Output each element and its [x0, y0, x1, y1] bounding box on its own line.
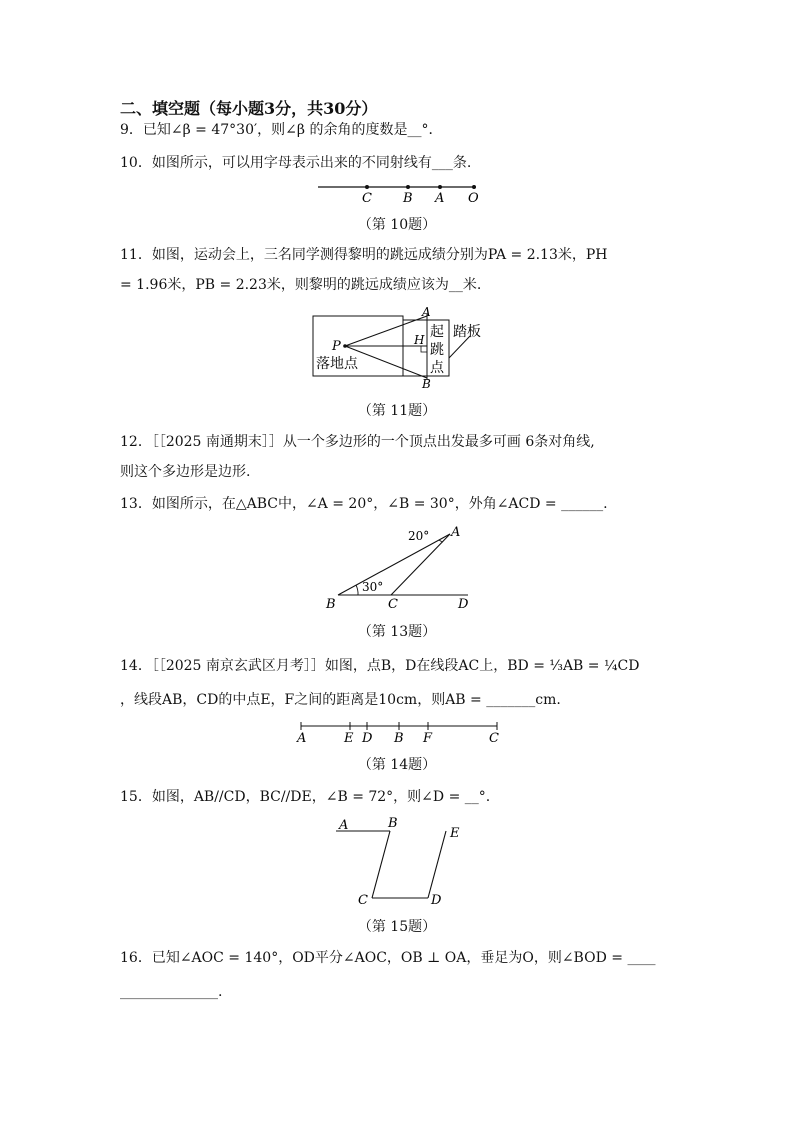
- figure-14-caption: （第 14题）: [357, 757, 437, 773]
- fig11-label-landing-point: 落地点: [316, 356, 358, 372]
- fig10-label-o: O: [468, 191, 479, 206]
- question-16-line-2: ______________.: [120, 984, 223, 1000]
- fig11-label-p: P: [332, 339, 341, 354]
- fig15-label-d: D: [431, 893, 442, 908]
- question-15: 15．如图，AB//CD，BC//DE，∠B = 72°，则∠D = __°.: [120, 789, 491, 805]
- fig10-label-c: C: [362, 191, 372, 206]
- fig11-label-takeoff-2: 跳: [430, 342, 444, 358]
- fig13-angle-b: 30°: [362, 580, 384, 594]
- fig14-label-f: F: [423, 731, 433, 744]
- fig10-label-b: B: [403, 191, 413, 206]
- fig14-label-a: A: [297, 731, 307, 744]
- question-14-line-2: ，线段AB，CD的中点E，F之间的距离是10cm，则AB = _______cm.: [120, 692, 561, 708]
- question-9: 9．已知∠β = 47°30′，则∠β 的余角的度数是__°．: [120, 122, 443, 138]
- fig15-label-b: B: [388, 816, 398, 831]
- fig15-label-a: A: [339, 818, 349, 833]
- question-10: 10．如图所示，可以用字母表示出来的不同射线有___条.: [120, 155, 472, 171]
- figure-11-caption: （第 11题）: [357, 403, 437, 419]
- question-12-line-1: 12．［［2025 南通期末］］从一个多边形的一个顶点出发最多可画 6条对角线,: [120, 434, 595, 450]
- question-11-line-1: 11．如图，运动会上，三名同学测得黎明的跳远成绩分别为PA = 2.13米，PH: [120, 247, 608, 263]
- fig11-label-b: B: [422, 377, 431, 391]
- fig11-label-h: H: [414, 333, 425, 347]
- fig11-label-takeoff-1: 起: [430, 324, 444, 340]
- fig11-label-board: 踏板: [453, 324, 481, 340]
- question-14-line-1: 14．［［2025 南京玄武区月考］］如图，点B，D在线段AC上，BD = ⅓AB = ¼CD: [120, 658, 640, 674]
- fig15-label-e: E: [450, 826, 460, 841]
- fig14-label-b: B: [394, 731, 404, 744]
- fig14-label-e: E: [344, 731, 354, 744]
- fig13-label-c: C: [388, 597, 398, 612]
- figure-11-long-jump-diagram: [308, 306, 498, 392]
- fig13-label-a: A: [451, 525, 461, 540]
- fig14-label-d: D: [362, 731, 373, 744]
- figure-13-caption: （第 13题）: [357, 624, 437, 640]
- question-12-line-2: 则这个多边形是边形.: [120, 464, 251, 480]
- question-13: 13．如图所示，在△ABC中，∠A = 20°，∠B = 30°，外角∠ACD = ______.: [120, 496, 608, 512]
- fig10-label-a: A: [435, 191, 445, 206]
- fig13-angle-a: 20°: [408, 529, 430, 543]
- fig15-label-c: C: [358, 893, 368, 908]
- fig11-label-a: A: [422, 306, 431, 319]
- figure-13-triangle-diagram: [320, 522, 480, 612]
- fig11-label-takeoff-3: 点: [430, 360, 444, 376]
- fig13-label-d: D: [458, 597, 469, 612]
- fig14-label-c: C: [489, 731, 499, 744]
- figure-14-segment-diagram: [295, 718, 505, 744]
- section-title: 二、填空题（每小题3分，共30分）: [120, 99, 378, 118]
- figure-10-caption: （第 10题）: [357, 217, 437, 233]
- question-16-line-1: 16．已知∠AOC = 140°，OD平分∠AOC，OB ⊥ OA，垂足为O，则∠BOD = ____: [120, 950, 656, 966]
- figure-15-parallel-lines-diagram: [330, 814, 470, 908]
- fig13-label-b: B: [326, 597, 336, 612]
- figure-15-caption: （第 15题）: [357, 919, 437, 935]
- question-11-line-2: = 1.96米，PB = 2.23米，则黎明的跳远成绩应该为__米.: [120, 277, 482, 293]
- figure-10-ray-diagram: [316, 180, 486, 206]
